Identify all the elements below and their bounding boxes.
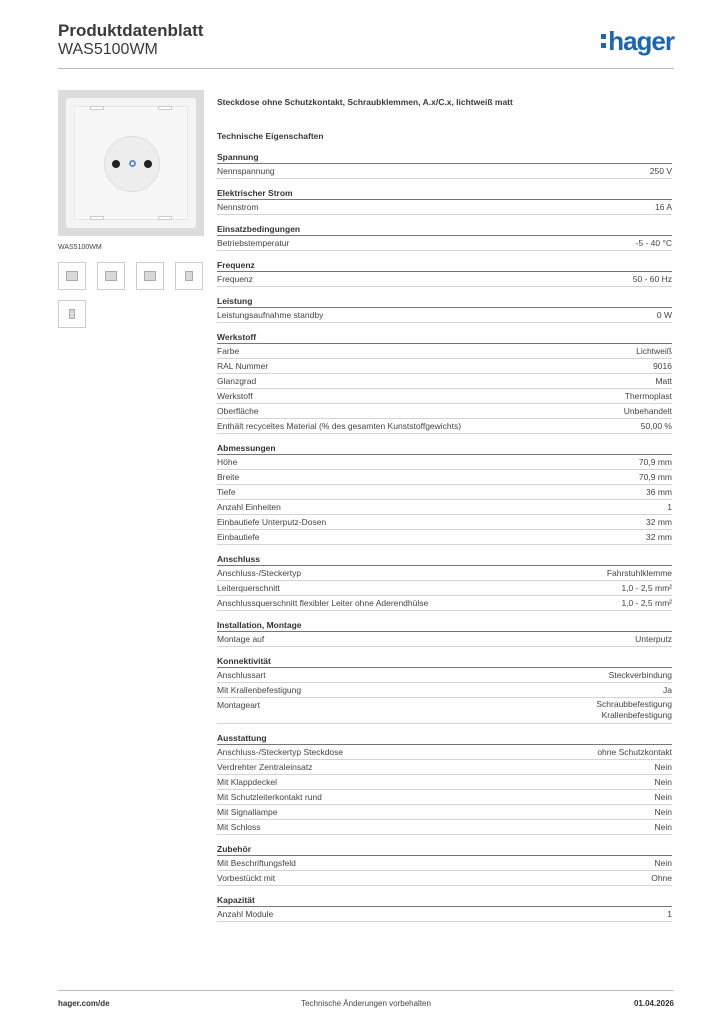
spec-label: Mit Beschriftungsfeld bbox=[217, 858, 296, 868]
footer-website-link[interactable]: hager.com/de bbox=[58, 999, 110, 1008]
specification-content bbox=[217, 95, 672, 922]
spec-label: Einbautiefe Unterputz-Dosen bbox=[217, 517, 327, 527]
section-title: Installation, Montage bbox=[217, 618, 672, 632]
spec-row bbox=[217, 485, 672, 500]
spec-row bbox=[217, 871, 672, 886]
spec-value: 32 mm bbox=[646, 517, 672, 527]
spec-row bbox=[217, 359, 672, 374]
socket-center bbox=[129, 160, 136, 167]
spec-section bbox=[217, 150, 672, 179]
spec-label: Farbe bbox=[217, 346, 240, 356]
front-view-thumb[interactable] bbox=[58, 262, 86, 290]
spec-value: 16 A bbox=[654, 202, 672, 212]
spec-section bbox=[217, 552, 672, 611]
spec-value: 250 V bbox=[649, 166, 672, 176]
spec-value: 1 bbox=[667, 502, 672, 512]
spec-sections bbox=[217, 150, 672, 922]
spec-label: Mit Schloss bbox=[217, 822, 261, 832]
spec-row bbox=[217, 308, 672, 323]
spec-value: 32 mm bbox=[646, 532, 672, 542]
spec-label: RAL Nummer bbox=[217, 361, 269, 371]
spec-label: Höhe bbox=[217, 457, 238, 467]
spec-value: Nein bbox=[654, 792, 672, 802]
spec-section bbox=[217, 294, 672, 323]
spec-row bbox=[217, 683, 672, 698]
spec-value: Lichtweiß bbox=[636, 346, 672, 356]
cover-plate bbox=[66, 98, 196, 228]
spec-label: Werkstoff bbox=[217, 391, 253, 401]
page-header bbox=[58, 22, 674, 70]
spec-value: Unbehandelt bbox=[623, 406, 672, 416]
spec-row bbox=[217, 745, 672, 760]
spec-value: 1,0 - 2,5 mm² bbox=[621, 598, 672, 608]
spec-label: Nennstrom bbox=[217, 202, 259, 212]
spec-label: Anschlussquerschnitt flexibler Leiter ohne Aderendhülse bbox=[217, 598, 429, 608]
detail-thumb[interactable] bbox=[136, 262, 164, 290]
socket-pin-left bbox=[112, 160, 120, 168]
technical-properties-title: Technische Eigenschaften bbox=[217, 131, 324, 141]
spec-row bbox=[217, 344, 672, 359]
spec-value: 36 mm bbox=[646, 487, 672, 497]
spec-label: Vorbestückt mit bbox=[217, 873, 276, 883]
spec-label: Tiefe bbox=[217, 487, 236, 497]
profile-thumb[interactable] bbox=[58, 300, 86, 328]
spec-section bbox=[217, 258, 672, 287]
section-title: Frequenz bbox=[217, 258, 672, 272]
spec-row bbox=[217, 164, 672, 179]
spec-row bbox=[217, 530, 672, 545]
spec-row bbox=[217, 760, 672, 775]
spec-value: 70,9 mm bbox=[638, 457, 672, 467]
spec-label: Frequenz bbox=[217, 274, 253, 284]
logo-dots-icon bbox=[601, 34, 606, 48]
spec-row bbox=[217, 820, 672, 835]
spec-row bbox=[217, 200, 672, 215]
spec-value: 50 - 60 Hz bbox=[632, 274, 672, 284]
spec-label: Einbautiefe bbox=[217, 532, 260, 542]
section-title: Werkstoff bbox=[217, 330, 672, 344]
spec-value: 70,9 mm bbox=[638, 472, 672, 482]
spec-label: Montage auf bbox=[217, 634, 265, 644]
header-divider bbox=[58, 68, 674, 69]
spec-value: 9016 bbox=[653, 361, 672, 371]
spec-label: Anschluss-/Steckertyp bbox=[217, 568, 302, 578]
spec-row bbox=[217, 470, 672, 485]
section-title: Leistung bbox=[217, 294, 672, 308]
spec-label: Enthält recyceltes Material (% des gesamten Kunststoffgewichts) bbox=[217, 421, 462, 431]
spec-section bbox=[217, 618, 672, 647]
spec-value: Fahrstuhlklemme bbox=[606, 568, 672, 578]
spec-label: Anschlussart bbox=[217, 670, 266, 680]
spec-row bbox=[217, 856, 672, 871]
image-caption: WAS5100WM bbox=[58, 244, 102, 251]
section-title: Kapazität bbox=[217, 893, 672, 907]
spec-label: Anschluss-/Steckertyp Steckdose bbox=[217, 747, 344, 757]
spec-label: Nennspannung bbox=[217, 166, 275, 176]
spec-section bbox=[217, 731, 672, 835]
spec-label: Anzahl Module bbox=[217, 909, 274, 919]
spec-row bbox=[217, 419, 672, 434]
hager-logo[interactable] bbox=[601, 28, 674, 54]
spec-row bbox=[217, 374, 672, 389]
spec-row bbox=[217, 668, 672, 683]
document-title: Produktdatenblatt bbox=[58, 21, 204, 40]
spec-value: 1 bbox=[667, 909, 672, 919]
footer-date: 01.04.2026 bbox=[633, 999, 674, 1008]
spec-label: Montageart bbox=[217, 700, 260, 710]
socket-pin-right bbox=[144, 160, 152, 168]
spec-value: Ohne bbox=[651, 873, 672, 883]
spec-value: Steckverbindung bbox=[608, 670, 672, 680]
spec-value: Nein bbox=[654, 762, 672, 772]
spec-label: Breite bbox=[217, 472, 240, 482]
spec-section bbox=[217, 654, 672, 724]
product-description: Steckdose ohne Schutzkontakt, Schraubklemmen, A.x/C.x, lichtweiß matt bbox=[217, 97, 513, 107]
section-title: Einsatzbedingungen bbox=[217, 222, 672, 236]
section-title: Elektrischer Strom bbox=[217, 186, 672, 200]
spec-value: Nein bbox=[654, 822, 672, 832]
spec-value: Nein bbox=[654, 858, 672, 868]
page-footer bbox=[58, 990, 674, 1010]
spec-row bbox=[217, 775, 672, 790]
section-title: Abmessungen bbox=[217, 441, 672, 455]
section-title: Konnektivität bbox=[217, 654, 672, 668]
spec-label: Verdrehter Zentraleinsatz bbox=[217, 762, 313, 772]
spec-row bbox=[217, 500, 672, 515]
article-number: WAS5100WM bbox=[58, 41, 158, 58]
spec-row bbox=[217, 581, 672, 596]
spec-row bbox=[217, 455, 672, 470]
spec-row bbox=[217, 236, 672, 251]
spec-value: -5 - 40 °C bbox=[635, 238, 672, 248]
spec-value: Nein bbox=[654, 777, 672, 787]
section-title: Ausstattung bbox=[217, 731, 672, 745]
section-title: Spannung bbox=[217, 150, 672, 164]
spec-value: 50,00 % bbox=[640, 421, 672, 431]
spec-label: Betriebstemperatur bbox=[217, 238, 290, 248]
spec-section bbox=[217, 186, 672, 215]
side-view-thumb[interactable] bbox=[175, 262, 203, 290]
spec-section bbox=[217, 893, 672, 922]
footer-notice: Technische Änderungen vorbehalten bbox=[301, 999, 431, 1008]
spec-value: Nein bbox=[654, 807, 672, 817]
spec-row bbox=[217, 632, 672, 647]
section-title: Anschluss bbox=[217, 552, 672, 566]
spec-row bbox=[217, 272, 672, 287]
spec-row bbox=[217, 907, 672, 922]
spec-value: 0 W bbox=[656, 310, 672, 320]
spec-section bbox=[217, 842, 672, 886]
spec-label: Anzahl Einheiten bbox=[217, 502, 281, 512]
spec-section bbox=[217, 441, 672, 545]
socket-icon bbox=[104, 136, 160, 192]
spec-label: Mit Krallenbefestigung bbox=[217, 685, 302, 695]
spec-value: Unterputz bbox=[635, 634, 672, 644]
spec-label: Glanzgrad bbox=[217, 376, 257, 386]
spec-label: Leistungsaufnahme standby bbox=[217, 310, 324, 320]
logo-text: hager bbox=[608, 26, 674, 56]
spec-label: Mit Klappdeckel bbox=[217, 777, 278, 787]
spec-value: Matt bbox=[655, 376, 672, 386]
spec-section bbox=[217, 222, 672, 251]
spec-value: Schraubbefestigung Krallenbefestigung bbox=[596, 699, 672, 720]
spec-row bbox=[217, 698, 672, 724]
product-image[interactable] bbox=[58, 90, 204, 236]
spec-section bbox=[217, 330, 672, 434]
spec-label: Mit Signallampe bbox=[217, 807, 278, 817]
spec-value: 1,0 - 2,5 mm² bbox=[621, 583, 672, 593]
spec-row bbox=[217, 515, 672, 530]
spec-label: Oberfläche bbox=[217, 406, 259, 416]
spec-row bbox=[217, 404, 672, 419]
spec-row bbox=[217, 805, 672, 820]
spec-row bbox=[217, 389, 672, 404]
spec-row bbox=[217, 566, 672, 581]
section-title: Zubehör bbox=[217, 842, 672, 856]
spec-label: Leiterquerschnitt bbox=[217, 583, 280, 593]
spec-row bbox=[217, 596, 672, 611]
spec-row bbox=[217, 790, 672, 805]
spec-value: Thermoplast bbox=[624, 391, 672, 401]
spec-value: Ja bbox=[663, 685, 672, 695]
spec-value: ohne Schutzkontakt bbox=[597, 747, 672, 757]
installation-thumb[interactable] bbox=[97, 262, 125, 290]
spec-label: Mit Schutzleiterkontakt rund bbox=[217, 792, 322, 802]
